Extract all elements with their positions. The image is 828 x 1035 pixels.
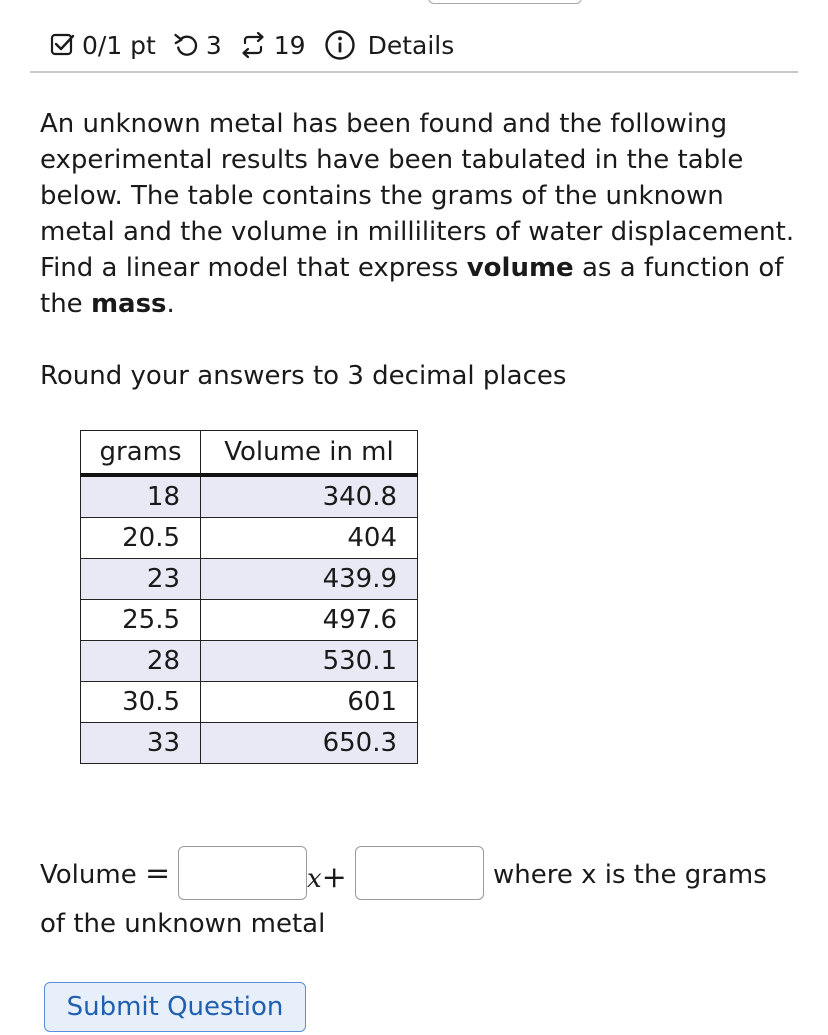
data-table xyxy=(80,430,418,764)
question-text xyxy=(40,106,800,322)
x-variable: x xyxy=(307,864,322,894)
table-row xyxy=(81,641,418,682)
table-cell-volume: 601 xyxy=(201,682,418,723)
table-cell-volume: 404 xyxy=(201,518,418,559)
checkbox-score-icon xyxy=(50,32,76,58)
table-cell-volume: 340.8 xyxy=(201,475,418,518)
retries-count: 3 xyxy=(205,30,222,60)
question-header xyxy=(50,26,454,64)
attempts-cycle-icon xyxy=(238,30,268,60)
submit-question-button[interactable]: Submit Question xyxy=(44,982,306,1032)
table-cell-grams: 30.5 xyxy=(81,682,201,723)
x-plus-term xyxy=(307,860,347,895)
details-button[interactable] xyxy=(324,29,455,61)
question-bold-mass: mass xyxy=(90,289,167,319)
table-row xyxy=(81,518,418,559)
table-row xyxy=(81,682,418,723)
table-cell-volume: 439.9 xyxy=(201,559,418,600)
slope-input[interactable] xyxy=(178,846,307,900)
table-cell-grams: 28 xyxy=(81,641,201,682)
header-divider xyxy=(30,71,798,73)
info-icon xyxy=(324,29,356,61)
question-text-part1: An unknown metal has been found and the following experimental results have been tabulated in the table below. The table contains the grams of the unknown metal and the volume in milliliters of water displacement. Find a linear model that express xyxy=(40,109,795,283)
column-header-grams: grams xyxy=(81,431,201,476)
table-cell-grams: 20.5 xyxy=(81,518,201,559)
volume-label: Volume xyxy=(40,860,137,890)
equals-sign: = xyxy=(145,856,171,891)
table-row xyxy=(81,475,418,518)
table-row xyxy=(81,723,418,764)
table-row xyxy=(81,559,418,600)
details-label: Details xyxy=(367,30,455,60)
table-cell-grams: 23 xyxy=(81,559,201,600)
table-cell-volume: 530.1 xyxy=(201,641,418,682)
score-text: 0/1 pt xyxy=(82,30,156,60)
attempts-count: 19 xyxy=(273,30,306,60)
table-cell-grams: 33 xyxy=(81,723,201,764)
question-bold-volume: volume xyxy=(466,253,574,283)
table-cell-grams: 25.5 xyxy=(81,600,201,641)
table-row xyxy=(81,600,418,641)
intercept-input[interactable] xyxy=(355,846,484,900)
column-header-volume: Volume in ml xyxy=(201,431,418,476)
cut-off-control[interactable] xyxy=(428,0,582,4)
retry-icon xyxy=(172,31,200,59)
table-header-row xyxy=(81,431,418,476)
answer-tail-text: where x is the grams xyxy=(493,860,767,890)
answer-equation xyxy=(40,846,820,904)
table-cell-grams: 18 xyxy=(81,475,201,518)
table-cell-volume: 650.3 xyxy=(201,723,418,764)
rounding-instruction: Round your answers to 3 decimal places xyxy=(40,361,567,391)
question-text-part3: . xyxy=(166,289,175,319)
question-text-part2: as a function of the xyxy=(40,253,784,319)
table-cell-volume: 497.6 xyxy=(201,600,418,641)
plus-sign: + xyxy=(321,860,347,895)
answer-tail-text-2: of the unknown metal xyxy=(40,909,326,939)
